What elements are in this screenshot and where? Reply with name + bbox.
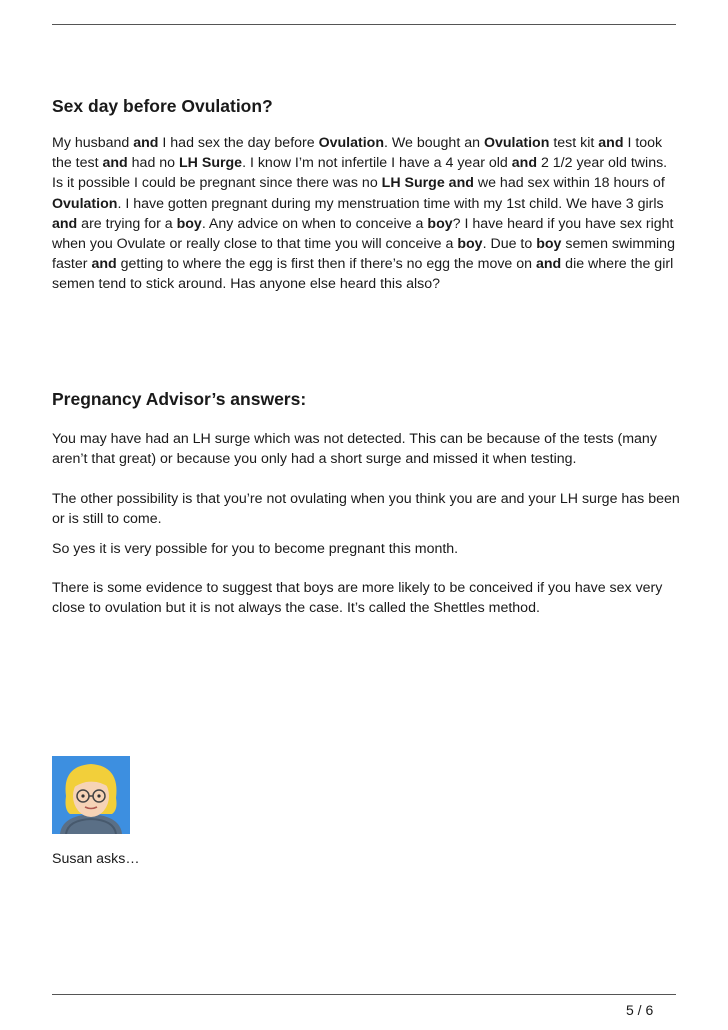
- avatar-icon: [52, 756, 130, 834]
- page-number: 5 / 6: [626, 1002, 654, 1018]
- keyword-highlight: boy: [457, 236, 483, 253]
- body-text: . We bought an: [384, 135, 484, 151]
- keyword-highlight: and: [511, 155, 537, 172]
- footer-rule: [52, 994, 676, 995]
- body-text: I took the test: [52, 135, 663, 172]
- body-text: semen swimming faster: [52, 236, 675, 273]
- keyword-highlight: and: [102, 155, 128, 172]
- answer-paragraph: So yes it is very possible for you to become pregnant this month.: [52, 541, 459, 557]
- keyword-highlight: and: [598, 135, 624, 151]
- body-text: . I know I’m not infertile I have a 4 year old: [242, 155, 512, 172]
- question-title: Sex day before Ovulation?: [52, 96, 273, 116]
- keyword-highlight: LH Surge and: [381, 175, 474, 192]
- keyword-highlight: boy: [427, 215, 453, 232]
- answers-title: Pregnancy Advisor’s answers:: [52, 389, 307, 409]
- body-text: . I have gotten pregnant during my menstruation time with my 1st child. We have 3 girls: [117, 195, 664, 212]
- header-rule: [52, 24, 676, 25]
- body-text: getting to where the egg is first then if there’s no egg the move on: [116, 256, 536, 273]
- keyword-highlight: and: [536, 256, 562, 273]
- body-text: I had sex the day before: [158, 135, 319, 151]
- keyword-highlight: LH Surge: [179, 155, 243, 172]
- answer-paragraph: You may have had an LH surge which was not detected. This can be because of the tests (many aren’t that great) or because you only had a short surge and missed it when testing.: [52, 431, 657, 468]
- body-text: test kit: [549, 135, 599, 151]
- keyword-highlight: and: [133, 135, 159, 151]
- keyword-highlight: Ovulation: [318, 135, 385, 151]
- body-text: are trying for a: [77, 215, 177, 232]
- keyword-highlight: and: [91, 256, 117, 273]
- body-text: 2 1/2 year old twins. Is it possible I could be pregnant since there was no: [52, 155, 668, 192]
- keyword-highlight: boy: [536, 236, 562, 253]
- answer-paragraph: There is some evidence to suggest that boys are more likely to be conceived if you have sex very close to ovulation but it is not always the case. It’s called the Shettles method.: [52, 580, 663, 617]
- body-text: . Any advice on when to conceive a: [201, 215, 428, 232]
- body-text: had no: [127, 155, 179, 172]
- body-text: My husband: [52, 135, 134, 151]
- keyword-highlight: Ovulation: [52, 195, 118, 212]
- keyword-highlight: Ovulation: [483, 135, 550, 151]
- keyword-highlight: boy: [176, 215, 202, 232]
- keyword-highlight: and: [52, 215, 78, 232]
- answer-paragraph: The other possibility is that you’re not ovulating when you think you are and your LH surge has been or is still to come.: [52, 491, 680, 528]
- body-text: ? I have heard if you have sex right when you Ovulate or really close to that time you will conceive a: [52, 215, 674, 253]
- body-text: . Due to: [482, 236, 537, 253]
- body-text: die where the girl semen tend to stick around. Has anyone else heard this also?: [52, 256, 674, 293]
- next-question-asker: Susan asks…: [52, 851, 140, 867]
- question-body: [52, 133, 682, 295]
- body-text: we had sex within 18 hours of: [473, 175, 665, 192]
